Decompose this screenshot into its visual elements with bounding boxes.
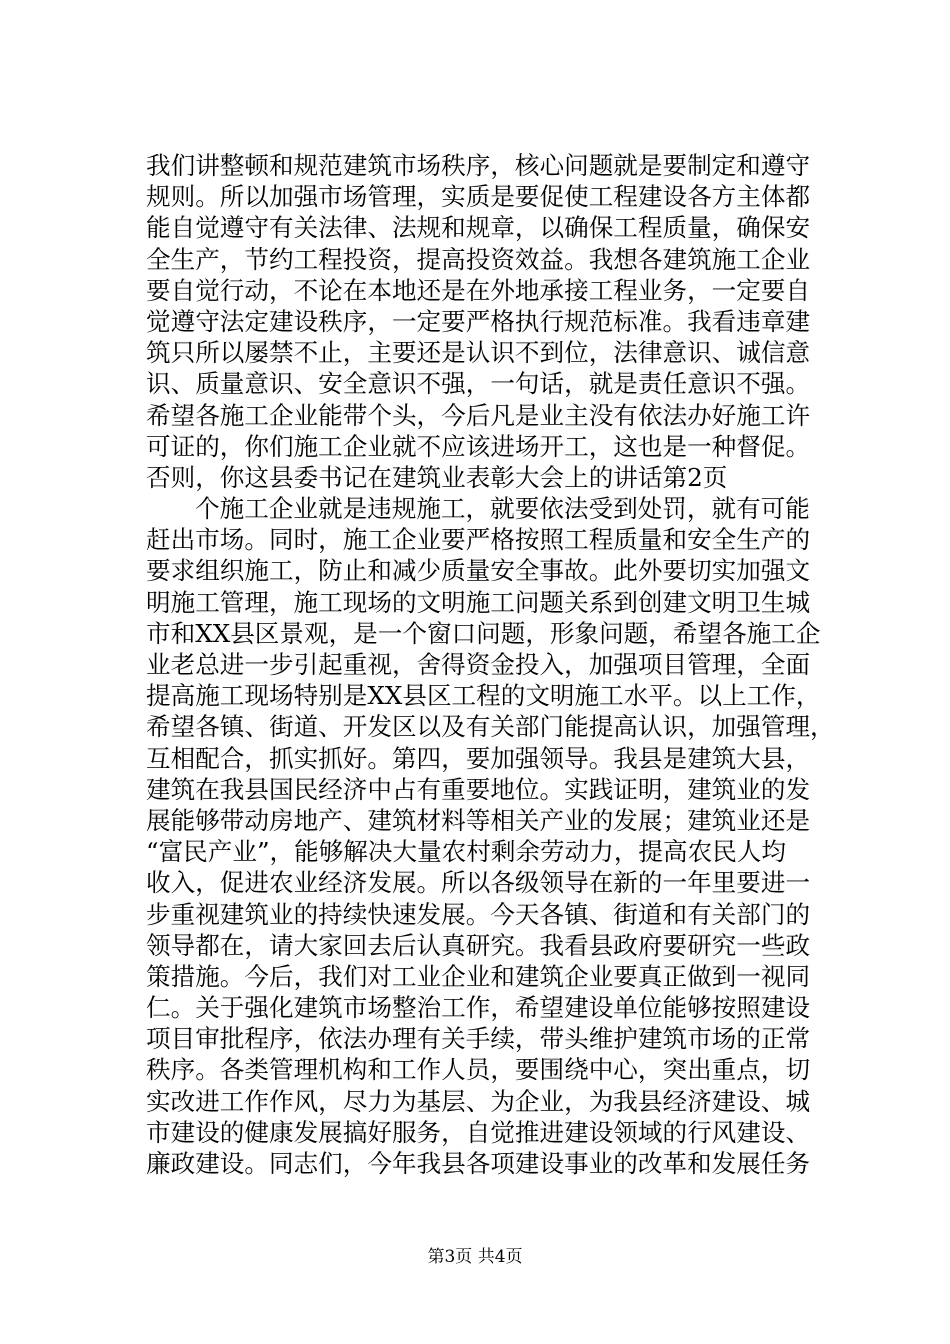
text-line: 要自觉行动，不论在本地还是在外地承接工程业务，一定要自 (146, 275, 811, 305)
text-line: “富民产业”，能够解决大量农村剩余劳动力，提高农民人均 (146, 837, 786, 867)
text-line: 仁。关于强化建筑市场整治工作，希望建设单位能够按照建设 (146, 993, 811, 1023)
text-line: 规则。所以加强市场管理，实质是要促使工程建设各方主体都 (146, 182, 811, 212)
text-line: 明施工管理，施工现场的文明施工问题关系到创建文明卫生城 (146, 587, 811, 617)
text-line: 能自觉遵守有关法律、法规和规章，以确保工程质量，确保安 (146, 213, 811, 243)
text-line: 我们讲整顿和规范建筑市场秩序，核心问题就是要制定和遵守 (146, 151, 811, 180)
text-line: 觉遵守法定建设秩序，一定要严格执行规范标准。我看违章建 (146, 306, 811, 336)
text-line: 要求组织施工，防止和减少质量安全事故。此外要切实加强文 (146, 556, 811, 586)
text-line: 市和XX县区景观，是一个窗口问题，形象问题，希望各施工企 (146, 618, 821, 648)
text-line: 项目审批程序，依法办理有关手续，带头维护建筑市场的正常 (146, 1024, 811, 1054)
text-line-indented: 个施工企业就是违规施工，就要依法受到处罚，就有可能 (195, 494, 810, 524)
text-line: 展能够带动房地产、建筑材料等相关产业的发展；建筑业还是 (146, 805, 811, 835)
text-line: 秩序。各类管理机构和工作人员，要围绕中心，突出重点，切 (146, 1055, 811, 1085)
text-line: 实改进工作作风，尽力为基层、为企业，为我县经济建设、城 (146, 1086, 811, 1116)
text-line: 全生产，节约工程投资，提高投资效益。我想各建筑施工企业 (146, 244, 811, 274)
text-line: 识、质量意识、安全意识不强，一句话，就是责任意识不强。 (146, 369, 811, 399)
text-line: 希望各施工企业能带个头，今后凡是业主没有依法办好施工许 (146, 400, 811, 430)
text-line: 市建设的健康发展搞好服务，自觉推进建设领域的行风建设、 (146, 1117, 811, 1147)
page-footer: 第3页 共4页 (427, 1247, 523, 1267)
text-line: 可证的，你们施工企业就不应该进场开工，这也是一种督促。 (146, 431, 811, 461)
text-line: 步重视建筑业的持续快速发展。今天各镇、街道和有关部门的 (146, 899, 811, 929)
text-line: 希望各镇、街道、开发区以及有关部门能提高认识，加强管理， (146, 712, 835, 742)
text-line: 领导都在，请大家回去后认真研究。我看县政府要研究一些政 (146, 930, 811, 960)
text-line: 建筑在我县国民经济中占有重要地位。实践证明，建筑业的发 (146, 774, 811, 804)
text-line: 廉政建设。同志们，今年我县各项建设事业的改革和发展任务 (146, 1149, 811, 1178)
text-line: 否则，你这县委书记在建筑业表彰大会上的讲话第2页 (146, 462, 728, 492)
text-line: 提高施工现场特别是XX县区工程的文明施工水平。以上工作， (146, 681, 821, 711)
text-line: 业老总进一步引起重视，舍得资金投入，加强项目管理，全面 (146, 650, 811, 679)
body-text (146, 150, 846, 1179)
text-line: 策措施。今后，我们对工业企业和建筑企业要真正做到一视同 (146, 961, 811, 991)
text-line: 收入，促进农业经济发展。所以各级领导在新的一年里要进一 (146, 868, 811, 898)
text-line: 赶出市场。同时，施工企业要严格按照工程质量和安全生产的 (146, 525, 811, 555)
text-line: 筑只所以屡禁不止，主要还是认识不到位，法律意识、诚信意 (146, 338, 811, 368)
text-line: 互相配合，抓实抓好。第四，要加强领导。我县是建筑大县， (146, 743, 811, 773)
